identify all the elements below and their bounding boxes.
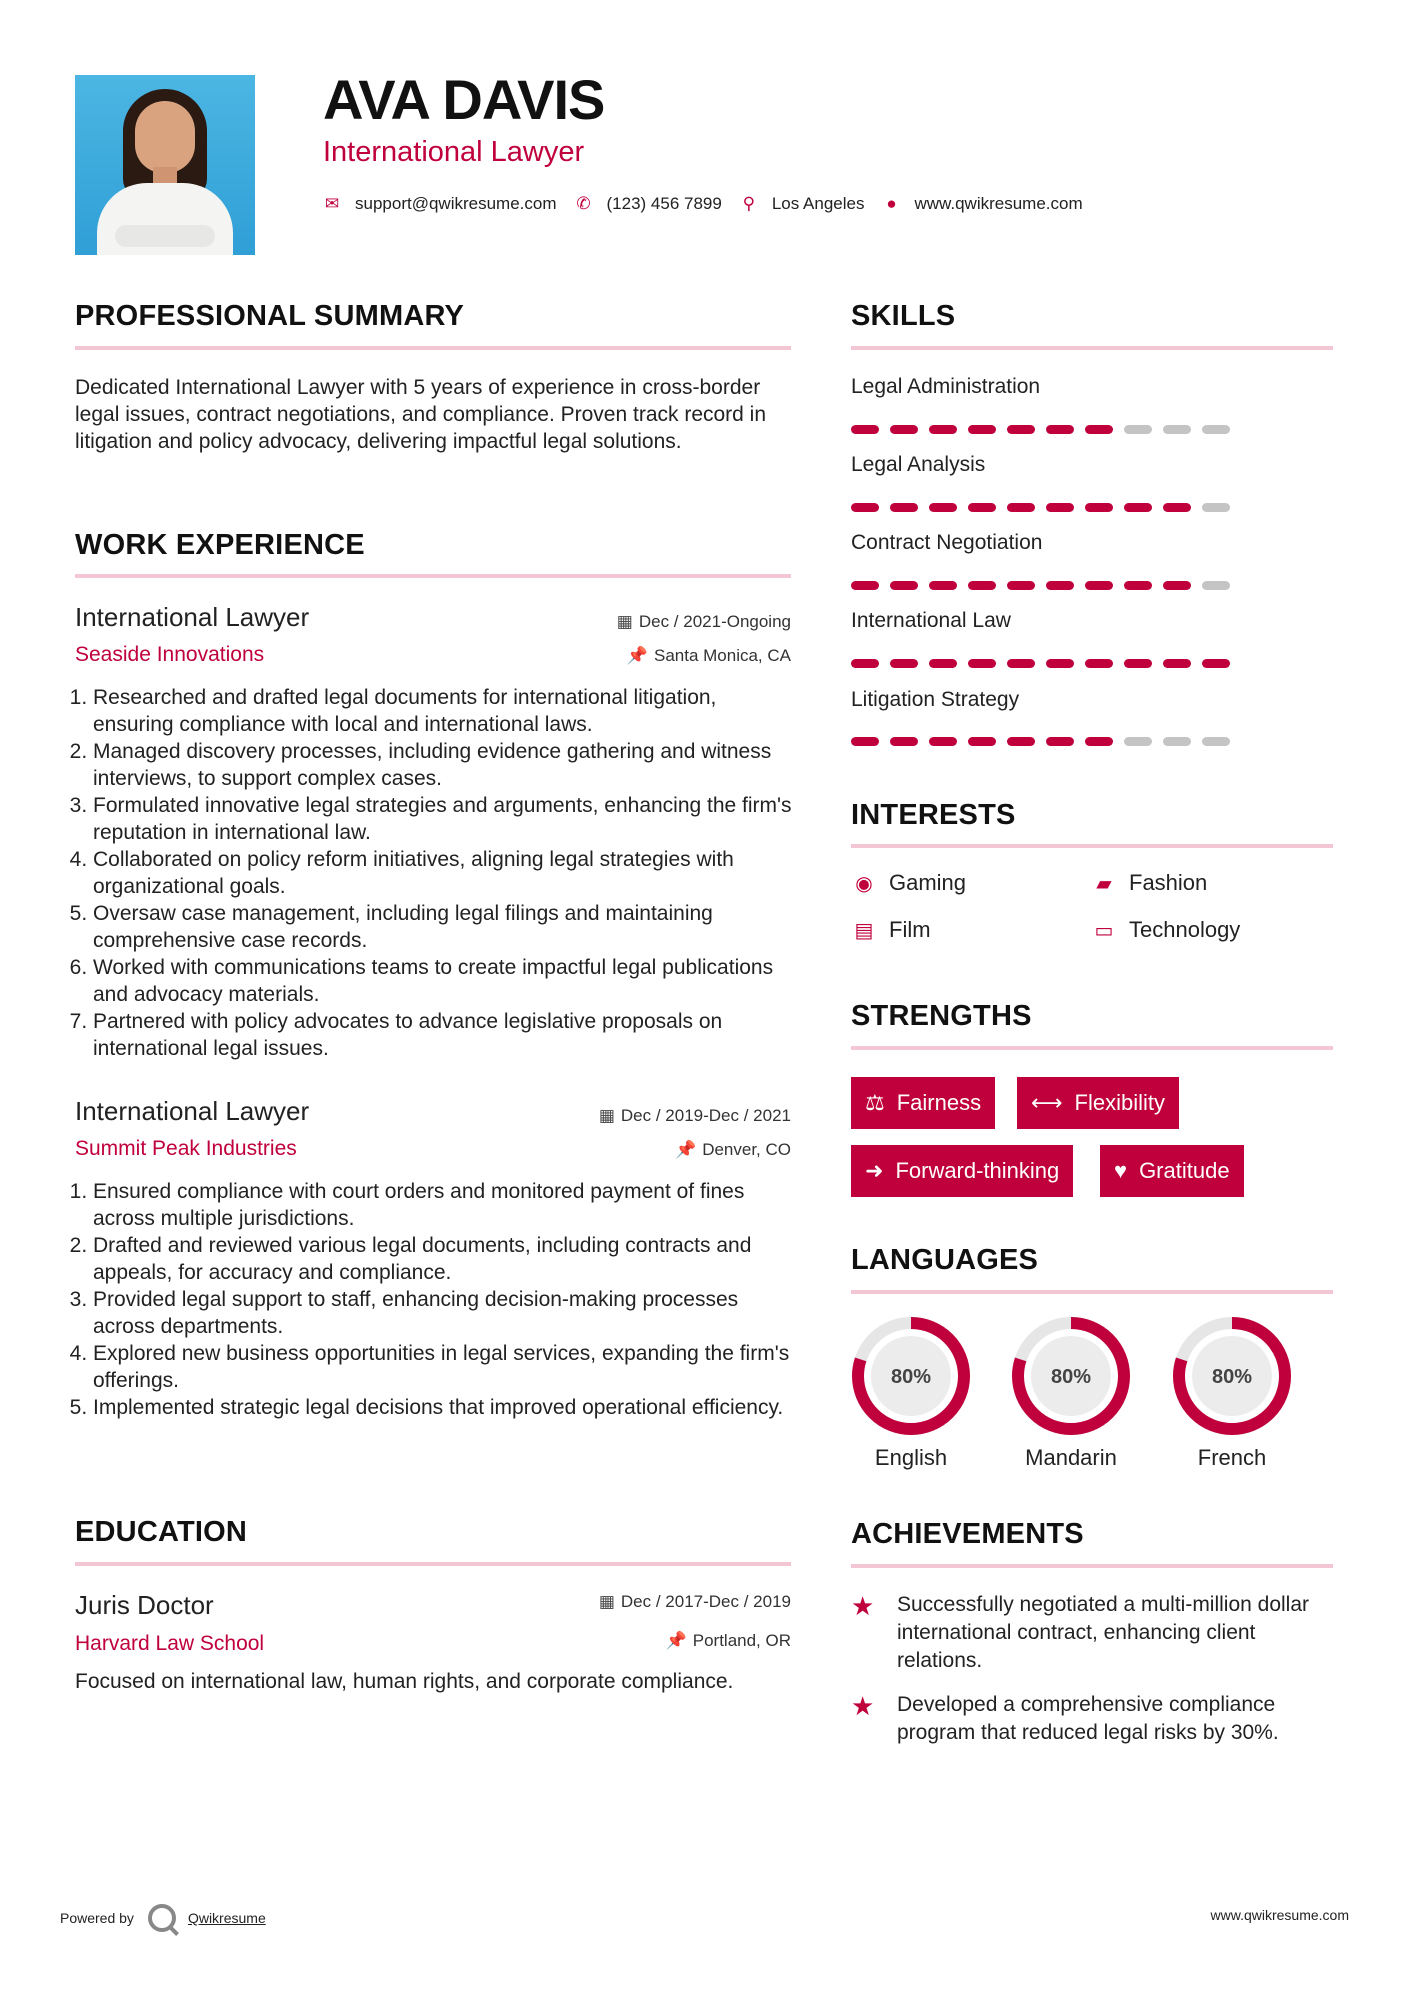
interest-label: Film [889,917,931,942]
job-location-text: Denver, CO [702,1140,791,1159]
skill-name: International Law [851,609,1011,632]
heart-icon: ♥ [1114,1158,1128,1183]
education-title: EDUCATION [75,1516,248,1548]
list-item: 7. Partnered with policy advocates to advance legislative proposals on international legal issues. [93,1008,795,1062]
skill-segment-filled [1007,503,1035,512]
list-item: 6. Worked with communications teams to create impactful legal publications and advocacy materials. [93,954,795,1008]
strengths-title: STRENGTHS [851,1000,1032,1032]
strength-badge [851,1077,995,1129]
achievement-text: Successfully negotiated a multi-million dollar international contract, enhancing client relations. [897,1593,1310,1672]
footer-powered-by [60,1904,266,1932]
calendar-icon: ▦ [598,1106,615,1125]
skill-segment-empty [1202,737,1230,746]
list-item: 4. Explored new business opportunities in legal services, expanding the firm's offerings. [93,1340,795,1394]
skill-segment-filled [851,503,879,512]
strength-badge [1017,1077,1179,1129]
skill-segment-filled [968,503,996,512]
list-item: 4. Collaborated on policy reform initiatives, aligning legal strategies with organizational goals. [93,846,795,900]
powered-by-label: Powered by [60,1910,134,1926]
ring-percent: 80% [1211,1366,1253,1388]
interest-label: Gaming [889,870,967,895]
profile-photo [75,75,255,255]
skill-segment-filled [890,503,918,512]
job-company: Seaside Innovations [75,643,265,666]
education-date-text: Dec / 2017-Dec / 2019 [620,1592,791,1611]
skill-segment-filled [1163,659,1191,668]
skill-segment-empty [1202,425,1230,434]
skill-name: Contract Negotiation [851,531,1043,554]
ring-percent: 80% [1050,1366,1092,1388]
skill-segment-empty [1202,503,1230,512]
skill-segment-filled [1124,659,1152,668]
language-ring [850,1315,972,1437]
skill-segment-filled [1085,581,1113,590]
skill-segment-filled [929,659,957,668]
skill-segment-filled [851,659,879,668]
arrows-horizontal-icon: ⟷ [1031,1090,1063,1115]
job-location-text: Santa Monica, CA [653,646,791,665]
skill-segment-empty [1163,425,1191,434]
job-company: Summit Peak Industries [75,1137,297,1160]
list-item: 2. Managed discovery processes, including evidence gathering and witness interviews, to support complex cases. [93,738,795,792]
pushpin-icon: 📌 [626,646,648,665]
language-ring [1171,1315,1293,1437]
skill-segment-filled [929,737,957,746]
skill-segment-filled [1046,425,1074,434]
skill-segment-filled [968,581,996,590]
skill-segment-filled [1124,581,1152,590]
education-location [666,1632,791,1649]
skill-segment-filled [968,659,996,668]
skill-segment-filled [1046,503,1074,512]
job-date-text: Dec / 2021-Ongoing [638,612,791,631]
skill-segment-filled [1085,659,1113,668]
job-title: International Lawyer [75,602,310,632]
list-item: 5. Implemented strategic legal decisions that improved operational efficiency. [93,1394,795,1421]
strengths-rule [851,1046,1333,1050]
skill-name: Legal Administration [851,375,1041,398]
film-icon: ▤ [854,919,874,942]
interests-title: INTERESTS [851,799,1016,831]
achievement-text: Developed a comprehensive compliance program that reduced legal risks by 30%. [897,1693,1279,1744]
summary-rule [75,346,791,350]
candidate-name: AVA DAVIS [323,68,605,131]
skill-segment-filled [890,425,918,434]
language-item [1171,1315,1293,1471]
list-item: 1. Researched and drafted legal documents for international litigation, ensuring compliance with local and international laws. [93,684,795,738]
language-name: English [874,1445,948,1470]
pushpin-icon: 📌 [665,1631,687,1650]
qwikresume-logo-icon [148,1904,176,1932]
contact-bar [323,194,1101,214]
balance-scale-icon: ⚖ [865,1090,885,1115]
skill-segment-filled [890,659,918,668]
education-description: Focused on international law, human rights, and corporate compliance. [75,1670,734,1693]
qwikresume-link[interactable]: Qwikresume [187,1910,266,1926]
job-bullets [75,1178,795,1421]
skill-segment-filled [851,425,879,434]
list-item: 5. Oversaw case management, including legal filings and maintaining comprehensive case records. [93,900,795,954]
skill-segment-filled [1007,425,1035,434]
laptop-icon: ▭ [1094,919,1114,942]
skill-segment-filled [1046,581,1074,590]
calendar-icon: ▦ [616,612,633,631]
skill-segment-filled [1163,503,1191,512]
skills-title: SKILLS [851,300,956,332]
contact-phone[interactable]: (123) 456 7899 [606,194,722,213]
list-item: 3. Provided legal support to staff, enhancing decision-making processes across departments. [93,1286,795,1340]
arrow-right-icon: ➜ [865,1158,884,1183]
skill-segment-filled [890,737,918,746]
job-location [627,647,791,664]
skills-rule [851,346,1333,350]
education-rule [75,1562,791,1566]
language-ring [1010,1315,1132,1437]
skill-segment-filled [1085,737,1113,746]
skill-bar [851,581,1241,590]
contact-location: Los Angeles [771,194,865,213]
skill-segment-filled [1124,503,1152,512]
calendar-icon: ▦ [598,1592,615,1611]
ring-percent: 80% [890,1366,932,1388]
interest-item [1091,917,1240,943]
skill-segment-filled [929,503,957,512]
achievement-item [851,1691,1327,1747]
job-bullets [75,684,795,1062]
language-name: French [1197,1445,1267,1470]
achievement-item [851,1591,1327,1675]
skill-bar [851,659,1241,668]
experience-rule [75,574,791,578]
globe-icon: ● [886,194,897,213]
skill-segment-filled [1007,581,1035,590]
language-item [850,1315,972,1471]
phone-icon: ✆ [576,194,591,213]
job-location [675,1141,791,1158]
pushpin-icon: 📌 [675,1140,697,1159]
job-date [617,613,791,630]
skill-bar [851,425,1241,434]
contact-email[interactable]: support@qwikresume.com [355,194,557,213]
languages-title: LANGUAGES [851,1244,1039,1276]
languages-rule [851,1290,1333,1294]
interest-item [851,917,931,943]
shopping-bag-icon: ▰ [1096,872,1112,895]
gamepad-icon: ◉ [855,872,873,895]
list-item: 1. Ensured compliance with court orders and monitored payment of fines across multiple jurisdictions. [93,1178,795,1232]
skill-bar [851,503,1241,512]
education-date [599,1593,791,1610]
strength-badge [1100,1145,1244,1197]
shooting-star-icon: ★ [851,1691,875,1721]
skill-segment-filled [1163,581,1191,590]
list-item: 3. Formulated innovative legal strategies and arguments, enhancing the firm's reputation in international law. [93,792,795,846]
skill-segment-empty [1163,737,1191,746]
interest-label: Fashion [1129,870,1208,895]
skill-segment-filled [851,581,879,590]
interest-item [1091,870,1207,896]
skill-segment-filled [1046,737,1074,746]
contact-website[interactable]: www.qwikresume.com [914,194,1083,213]
achievements-rule [851,1564,1333,1568]
skill-segment-empty [1124,425,1152,434]
achievements-title: ACHIEVEMENTS [851,1518,1084,1550]
interest-label: Technology [1129,917,1241,942]
skill-segment-filled [851,737,879,746]
school-name: Harvard Law School [75,1632,265,1655]
job-date-text: Dec / 2019-Dec / 2021 [620,1106,791,1125]
skill-segment-filled [968,737,996,746]
job-title: International Lawyer [75,1096,310,1126]
interest-item [851,870,966,896]
map-pin-icon: ⚲ [742,194,756,213]
skill-segment-filled [1085,503,1113,512]
skill-segment-empty [1124,737,1152,746]
skill-segment-empty [1202,581,1230,590]
candidate-role: International Lawyer [323,136,585,168]
skill-segment-filled [1007,659,1035,668]
summary-title: PROFESSIONAL SUMMARY [75,300,465,332]
footer-url[interactable]: www.qwikresume.com [1210,1907,1349,1923]
summary-text: Dedicated International Lawyer with 5 years of experience in cross-border legal issues, contract negotiations, and compliance. Proven track record in litigation and policy advocacy, delivering impactful legal solutions. [75,376,767,453]
education-location-text: Portland, OR [692,1631,791,1650]
skill-segment-filled [929,425,957,434]
envelope-icon: ✉ [324,194,340,213]
skill-segment-filled [1046,659,1074,668]
skill-segment-filled [1202,659,1230,668]
shooting-star-icon: ★ [851,1591,875,1621]
list-item: 2. Drafted and reviewed various legal documents, including contracts and appeals, for accuracy and compliance. [93,1232,795,1286]
strength-label: Gratitude [1139,1158,1230,1183]
language-name: Mandarin [1025,1445,1117,1470]
language-item [1010,1315,1132,1471]
degree-title: Juris Doctor [75,1590,214,1620]
skill-segment-filled [1007,737,1035,746]
strength-label: Forward-thinking [895,1158,1060,1183]
skill-bar [851,737,1241,746]
skill-name: Legal Analysis [851,453,986,476]
skill-segment-filled [890,581,918,590]
skill-segment-filled [968,425,996,434]
strength-badge [851,1145,1073,1197]
strength-label: Fairness [896,1090,982,1115]
experience-title: WORK EXPERIENCE [75,529,365,561]
strength-label: Flexibility [1074,1090,1166,1115]
skill-name: Litigation Strategy [851,688,1020,711]
interests-rule [851,844,1333,848]
skill-segment-filled [1085,425,1113,434]
skill-segment-filled [929,581,957,590]
job-date [599,1107,791,1124]
